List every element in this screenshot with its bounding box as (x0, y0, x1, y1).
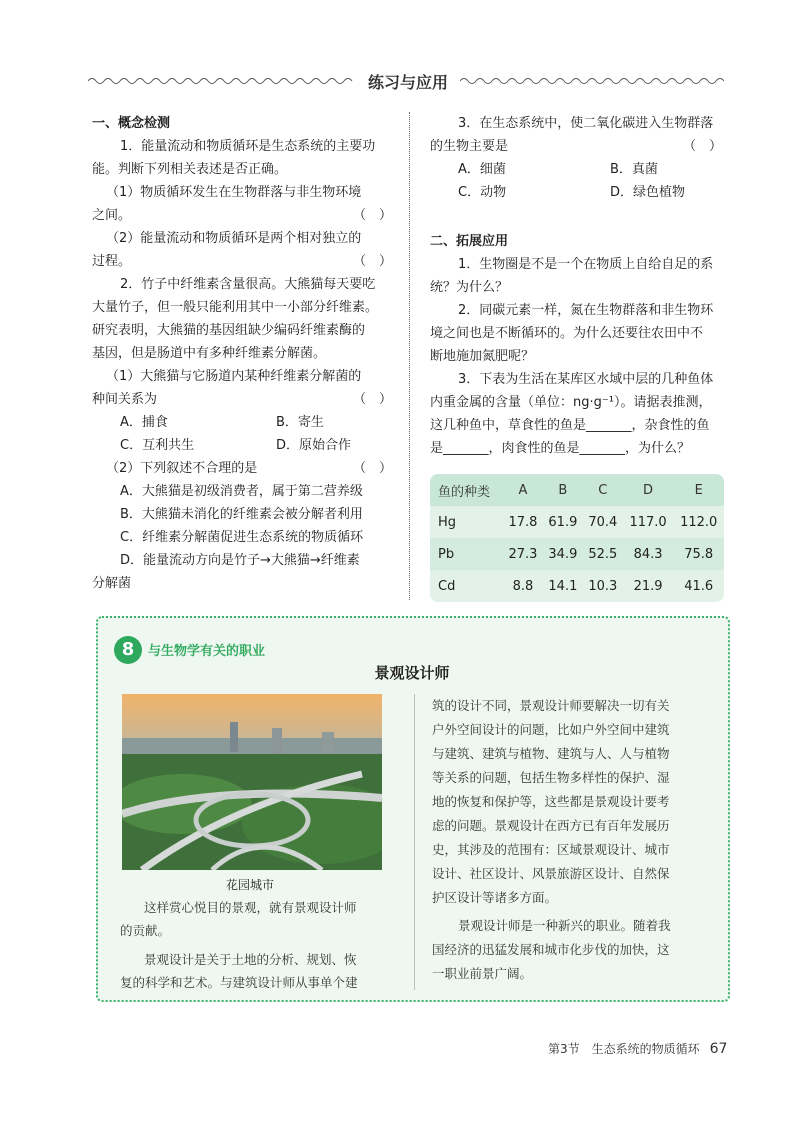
career-paragraph: 筑的设计不同，景观设计师要解决一切有关 (432, 698, 670, 713)
table-row-label: Hg (430, 506, 503, 538)
table-row (430, 570, 724, 602)
q2-sub1: （1）大熊猫与它肠道内某种纤维素分解菌的 (106, 369, 362, 384)
page-footer (548, 1040, 727, 1057)
option-c: C．纤维素分解菌促进生态系统的物质循环 (120, 530, 364, 545)
table-cell: 70.4 (583, 506, 623, 538)
table-cell: 117.0 (623, 506, 674, 538)
table-cell: 41.6 (673, 570, 724, 602)
career-paragraph: 地的恢复和保护等，这些都是景观设计要考 (432, 794, 670, 809)
career-paragraph: 景观设计是关于土地的分析、规划、恢 (144, 952, 357, 967)
e2-text: 2．同碳元素一样，氮在生物群落和非生物环 (458, 303, 714, 318)
career-section-label: 与生物学有关的职业 (148, 644, 266, 659)
page-title: 练习与应用 (367, 73, 448, 92)
career-paragraph: 户外空间设计的问题，比如户外空间中建筑 (432, 722, 670, 737)
career-paragraph: 史，其涉及的范围有：区域景观设计、城市 (432, 842, 670, 857)
table-cell: 84.3 (623, 538, 674, 570)
career-paragraph: 等关系的问题，包括生物多样性的保护、湿 (432, 770, 670, 785)
e3-text: 这几种鱼中，草食性的鱼是_______，杂食性的鱼 (430, 418, 710, 433)
answer-paren: （ ） (352, 208, 392, 223)
q2-sub2: （2）下列叙述不合理的是 (106, 461, 258, 476)
e3-text: 是_______，肉食性的鱼是_______，为什么？ (430, 441, 691, 456)
option-d: D．绿色植物 (610, 185, 686, 200)
option-d: D．能量流动方向是竹子→大熊猫→纤维素 (120, 553, 360, 568)
career-paragraph: 这样赏心悦目的景观，就有景观设计师 (144, 900, 357, 915)
option-a: A．大熊猫是初级消费者，属于第二营养级 (120, 484, 363, 499)
career-paragraph: 景观设计师是一种新兴的职业。随着我 (458, 918, 671, 933)
section-heading-extension: 二、拓展应用 (430, 234, 509, 249)
footer-section-title: 第3节 生态系统的物质循环 (548, 1042, 700, 1056)
career-paragraph: 复的科学和艺术。与建筑设计师从事单个建 (120, 975, 358, 990)
page-number: 67 (709, 1041, 728, 1057)
option-b: B．寄生 (276, 415, 324, 430)
q2-text: 基因，但是肠道中有多种纤维素分解菌。 (92, 346, 327, 361)
table-row (430, 506, 724, 538)
table-row (430, 538, 724, 570)
q2-text: 研究表明，大熊猫的基因组缺少编码纤维素酶的 (92, 323, 366, 338)
option-a: A．细菌 (458, 162, 506, 177)
table-header-cell: B (543, 474, 583, 506)
option-c: C．互利共生 (120, 438, 195, 453)
garden-city-photo (122, 694, 382, 870)
table-cell: 10.3 (583, 570, 623, 602)
career-paragraph: 设计、社区设计、风景旅游区设计、自然保 (432, 866, 670, 881)
e2-text: 断地施加氮肥呢？ (430, 349, 535, 364)
career-paragraph: 的贡献。 (120, 923, 171, 938)
table-header-cell: C (583, 474, 623, 506)
table-cell: 14.1 (543, 570, 583, 602)
section-title-bar (88, 68, 724, 96)
option-d: 分解菌 (92, 576, 132, 591)
e2-text: 境之间也是不断循环的。为什么还要往农田中不 (430, 326, 704, 341)
table-header-cell: A (503, 474, 543, 506)
career-paragraph: 国经济的迅猛发展和城市化步伐的加快，这 (432, 942, 670, 957)
table-header-cell: D (623, 474, 674, 506)
q1-item-2: （2）能量流动和物质循环是两个相对独立的 (106, 231, 362, 246)
career-paragraph: 与建筑、建筑与植物、建筑与人、人与植物 (432, 746, 670, 761)
table-cell: 21.9 (623, 570, 674, 602)
section-heading-concept-check: 一、概念检测 (92, 116, 171, 131)
q1-text: 1．能量流动和物质循环是生态系统的主要功 (120, 139, 376, 154)
table-cell: 52.5 (583, 538, 623, 570)
e3-text: 3．下表为生活在某库区水域中层的几种鱼体 (458, 372, 714, 387)
answer-paren: （ ） (352, 392, 392, 407)
option-b: B．真菌 (610, 162, 658, 177)
table-cell: 27.3 (503, 538, 543, 570)
table-row-label: Pb (430, 538, 503, 570)
table-header-row (430, 474, 724, 506)
heavy-metal-table (430, 474, 724, 602)
table-cell: 8.8 (503, 570, 543, 602)
e3-text: 内重金属的含量（单位：ng·g⁻¹）。请据表推测， (430, 395, 712, 410)
career-number-badge: 8 (114, 636, 142, 664)
table-cell: 75.8 (673, 538, 724, 570)
table-cell: 34.9 (543, 538, 583, 570)
column-divider (409, 112, 410, 600)
q3-text: 的生物主要是 (430, 139, 509, 154)
table-cell: 112.0 (673, 506, 724, 538)
q2-sub1: 种间关系为 (92, 392, 158, 407)
career-paragraph: 虑的问题。景观设计在西方已有百年发展历 (432, 818, 670, 833)
q2-text: 2．竹子中纤维素含量很高。大熊猫每天要吃 (120, 277, 376, 292)
q2-text: 大量竹子，但一般只能利用其中一小部分纤维素。 (92, 300, 379, 315)
career-paragraph: 护区设计等诸多方面。 (432, 890, 558, 905)
answer-paren: （ ） (352, 461, 392, 476)
table-cell: 17.8 (503, 506, 543, 538)
option-d: D．原始合作 (276, 438, 352, 453)
career-title: 景观设计师 (374, 664, 450, 682)
career-column-divider (414, 694, 415, 990)
q1-text: 能。判断下列相关表述是否正确。 (92, 162, 288, 177)
table-row-label: Cd (430, 570, 503, 602)
option-c: C．动物 (458, 185, 507, 200)
table-cell: 61.9 (543, 506, 583, 538)
q1-item-1: （1）物质循环发生在生物群落与非生物环境 (106, 185, 362, 200)
table-header-cell: E (673, 474, 724, 506)
e1-text: 统？为什么？ (430, 280, 509, 295)
answer-paren: （ ） (682, 139, 722, 154)
option-b: B．大熊猫未消化的纤维素会被分解者利用 (120, 507, 363, 522)
table-header-cell: 鱼的种类 (430, 474, 503, 506)
q1-item-1: 之间。 (92, 208, 132, 223)
career-paragraph: 一职业前景广阔。 (432, 966, 533, 981)
q3-text: 3．在生态系统中，使二氧化碳进入生物群落 (458, 116, 714, 131)
photo-caption: 花园城市 (225, 878, 274, 892)
q1-item-2: 过程。 (92, 254, 132, 269)
wave-decoration-right (460, 74, 724, 88)
option-a: A．捕食 (120, 415, 168, 430)
answer-paren: （ ） (352, 254, 392, 269)
e1-text: 1．生物圈是不是一个在物质上自给自足的系 (458, 257, 714, 272)
wave-decoration-left (88, 74, 356, 88)
